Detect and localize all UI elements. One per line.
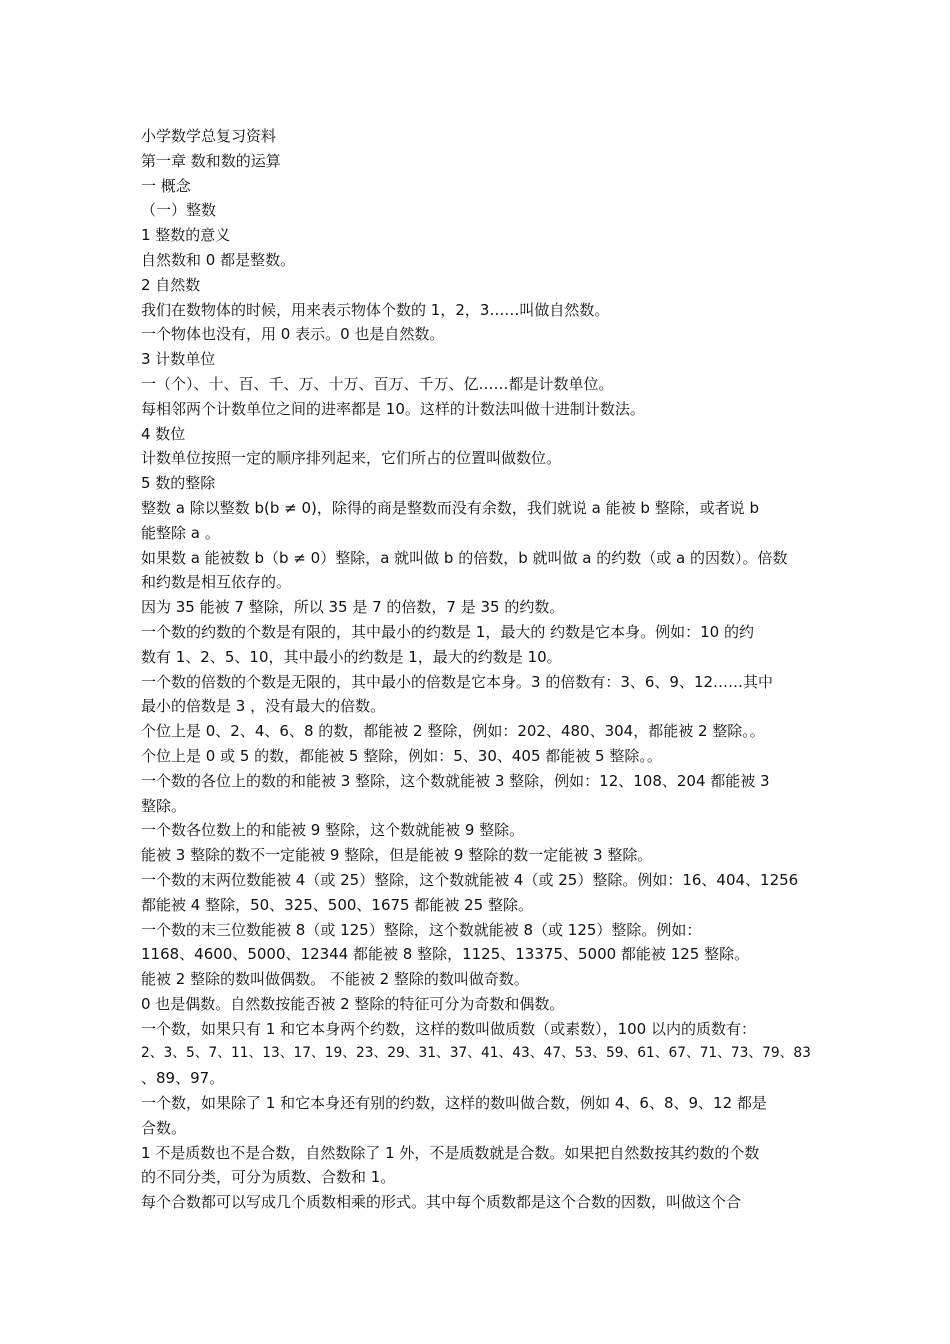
topic-heading: 5 数的整除 [141, 474, 216, 493]
chapter-heading: 第一章 数和数的运算 [141, 151, 281, 170]
subsection-heading: （一）整数 [141, 201, 217, 220]
body-line: 一个数的约数的个数是有限的，其中最小的约数是 1，最大的 约数是它本身。例如：10 的约 [141, 622, 754, 641]
body-line: 整除。 [141, 796, 187, 815]
body-line: 个位上是 0 或 5 的数，都能被 5 整除，例如：5、30、405 都能被 5 整除。。 [141, 746, 662, 765]
body-line: 每相邻两个计数单位之间的进率都是 10。这样的计数法叫做十进制计数法。 [141, 399, 645, 418]
doc-title: 小学数学总复习资料 [141, 127, 277, 145]
body-line: 一个数各位数上的和能被 9 整除，这个数就能被 9 整除。 [141, 821, 525, 840]
body-line: 整数 a 除以整数 b(b ≠ 0)，除得的商是整数而没有余数，我们就说 a 能被 b 整除，或者说 b [141, 498, 759, 517]
body-line: 一个数的末两位数能被 4（或 25）整除，这个数就能被 4（或 25）整除。例如：16、404、1256 [141, 870, 799, 889]
body-line: 数有 1、2、5、10，其中最小的约数是 1，最大的约数是 10。 [141, 647, 562, 666]
body-line: 如果数 a 能被数 b（b ≠ 0）整除，a 就叫做 b 的倍数，b 就叫做 a 的约数（或 a 的因数）。倍数 [141, 548, 788, 567]
body-line: 一（个）、十、百、千、万、十万、百万、千万、亿……都是计数单位。 [141, 374, 614, 393]
section-heading: 一 概念 [141, 176, 191, 195]
body-line: 1 不是质数也不是合数，自然数除了 1 外，不是质数就是合数。如果把自然数按其约数的个数 [141, 1143, 760, 1162]
body-line: 一个数的倍数的个数是无限的，其中最小的倍数是它本身。3 的倍数有：3、6、9、12……其中 [141, 672, 774, 691]
body-line: 能被 2 整除的数叫做偶数。 不能被 2 整除的数叫做奇数。 [141, 970, 529, 989]
body-line: 计数单位按照一定的顺序排列起来，它们所占的位置叫做数位。 [141, 449, 562, 468]
body-line: 能整除 a 。 [141, 523, 220, 542]
body-line: 的不同分类，可分为质数、合数和 1。 [141, 1168, 396, 1187]
body-line: 和约数是相互依存的。 [141, 573, 292, 592]
body-line: 自然数和 0 都是整数。 [141, 250, 296, 269]
body-line: 个位上是 0、2、4、6、8 的数，都能被 2 整除，例如：202、480、304，都能被 2 整除。。 [141, 722, 765, 741]
topic-heading: 3 计数单位 [141, 350, 216, 369]
topic-heading: 4 数位 [141, 424, 186, 443]
body-line: 一个物体也没有，用 0 表示。0 也是自然数。 [141, 325, 445, 344]
body-line: 因为 35 能被 7 整除，所以 35 是 7 的倍数，7 是 35 的约数。 [141, 598, 565, 617]
body-line: 一个数的各位上的数的和能被 3 整除，这个数就能被 3 整除，例如：12、108、204 都能被 3 [141, 771, 770, 790]
body-line: 0 也是偶数。自然数按能否被 2 整除的特征可分为奇数和偶数。 [141, 994, 565, 1013]
body-line: 每个合数都可以写成几个质数相乘的形式。其中每个质数都是这个合数的因数，叫做这个合 [141, 1193, 742, 1212]
body-line: 我们在数物体的时候，用来表示物体个数的 1，2，3……叫做自然数。 [141, 300, 610, 319]
topic-heading: 1 整数的意义 [141, 226, 231, 245]
body-line: 一个数的末三位数能被 8（或 125）整除，这个数就能被 8（或 125）整除。例如： [141, 920, 702, 939]
body-line: 1168、4600、5000、12344 都能被 8 整除，1125、13375、5000 都能被 125 整除。 [141, 945, 750, 964]
body-line: 最小的倍数是 3 ，没有最大的倍数。 [141, 697, 386, 716]
body-line: 、89、97。 [141, 1069, 225, 1088]
document-body [141, 124, 813, 1215]
body-line: 都能被 4 整除，50、325、500、1675 都能被 25 整除。 [141, 895, 533, 914]
body-line: 能被 3 整除的数不一定能被 9 整除，但是能被 9 整除的数一定能被 3 整除。 [141, 846, 653, 865]
body-line: 2、3、5、7、11、13、17、19、23、29、31、37、41、43、47、53、59、61、67、71、73、79、83 [141, 1045, 811, 1062]
body-line: 一个数，如果只有 1 和它本身两个约数，这样的数叫做质数（或素数），100 以内的质数有： [141, 1019, 756, 1038]
body-line: 合数。 [141, 1118, 187, 1137]
body-line: 一个数，如果除了 1 和它本身还有别的约数，这样的数叫做合数，例如 4、6、8、9、12 都是 [141, 1094, 767, 1113]
topic-heading: 2 自然数 [141, 275, 201, 294]
